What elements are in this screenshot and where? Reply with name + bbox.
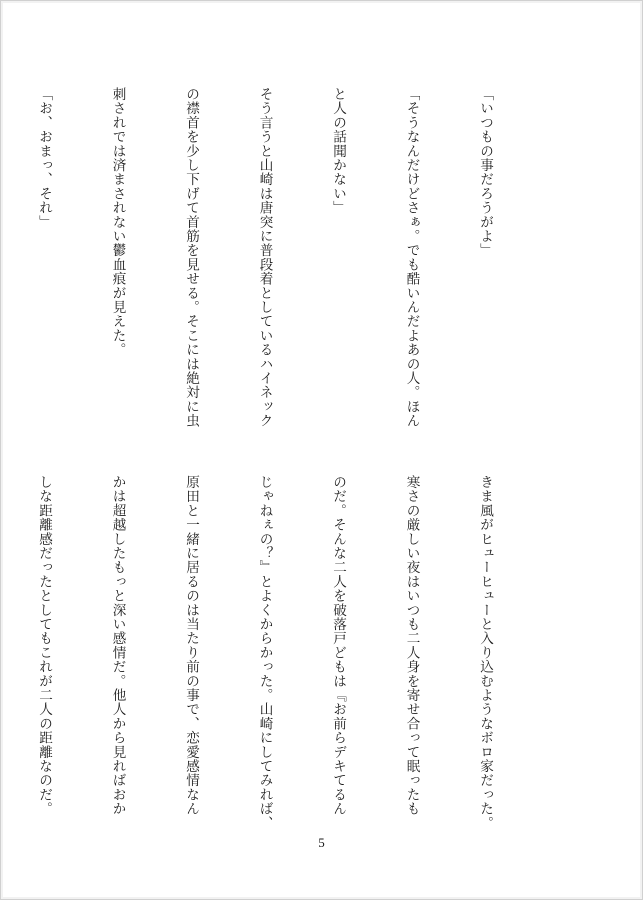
text-line: きま風がヒューヒューと入り込むようなボロ家だった。	[477, 475, 493, 830]
page-number: 5	[318, 835, 325, 850]
text-line: じゃねぇの？』とよくからかった。山崎にしてみれば、	[256, 475, 273, 830]
text-line: 「お、おまっ、それ」	[36, 87, 52, 229]
text-line: 原田と一緒に居るのは当たり前の事で、恋愛感情なん	[183, 475, 199, 816]
text-line: のだ。そんな二人を破落戸どもは『お前らデキてるん	[330, 475, 346, 816]
text-line: 寒さの厳しい夜はいつも二人身を寄せ合って眠ったも	[403, 475, 420, 816]
text-line: 刺されでは済まされない鬱血痕が見えた。	[109, 87, 126, 357]
text-line: 「いつもの事だろうがよ」	[477, 87, 493, 258]
top-text-block	[36, 87, 546, 447]
text-line: かは超越したもっと深い感情だ。他人から見ればおか	[109, 475, 126, 816]
text-line: 「そうなんだけどさぁ。でも酷いんだよあの人。ほん	[403, 87, 420, 428]
text-line: の襟首を少し下げて首筋を見せる。そこには絶対に虫	[183, 87, 199, 428]
text-line: しな距離感だったとしてもこれが二人の距離なのだ。	[36, 475, 52, 816]
text-line: と人の話聞かない」	[330, 87, 346, 215]
text-line: そう言うと山崎は唐突に普段着としているハイネック	[256, 87, 273, 428]
bottom-text-block	[36, 475, 546, 835]
